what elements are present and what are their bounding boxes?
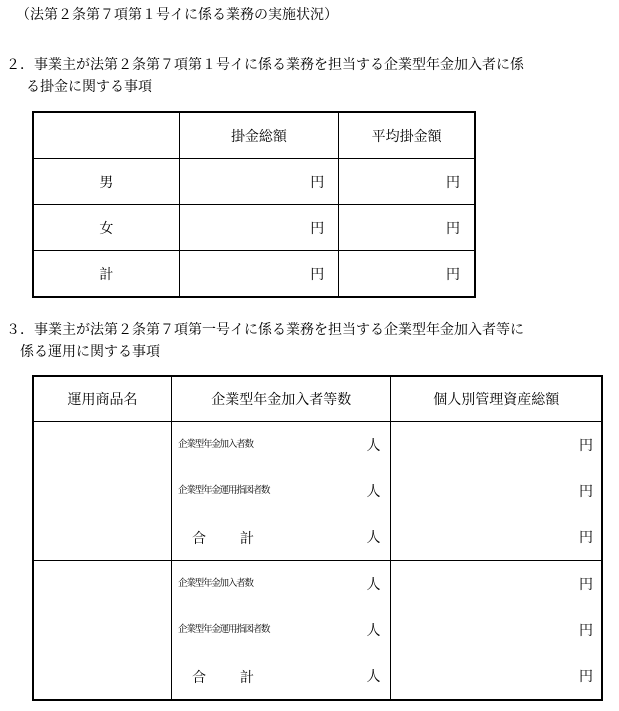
yen-unit: 円: [579, 669, 593, 685]
yen-unit: 円: [579, 484, 593, 500]
total-label-b: 計: [240, 531, 255, 547]
list-item: [172, 561, 390, 607]
header-total-contribution: 掛金総額: [179, 112, 339, 159]
contribution-table: [32, 111, 476, 298]
product-name-cell: [33, 561, 172, 701]
person-unit: 人: [366, 577, 381, 593]
contribution-header-row: [33, 112, 475, 159]
section3-title-line2: 係る運用に関する事項: [20, 344, 160, 360]
total-label-b: 計: [240, 670, 255, 686]
investment-header-row: [33, 376, 602, 422]
row-label-female: 女: [33, 205, 179, 251]
product-name-cell: [33, 422, 172, 561]
total-label-a: 合: [192, 670, 207, 686]
total-label: [192, 667, 254, 687]
participant-count-cell: [172, 422, 391, 561]
male-total-cell: 円: [179, 159, 339, 205]
table-row: [33, 251, 475, 298]
table-row: [33, 561, 602, 701]
list-item: [391, 514, 601, 560]
person-unit: 人: [366, 530, 381, 546]
person-unit: 人: [366, 438, 381, 454]
sum-average-cell: 円: [339, 251, 475, 298]
female-average-cell: 円: [339, 205, 475, 251]
header-product-name: 運用商品名: [33, 376, 172, 422]
row-label-male: 男: [33, 159, 179, 205]
total-label: [192, 528, 254, 548]
participant-count-cell: [172, 561, 391, 701]
female-total-cell: 円: [179, 205, 339, 251]
yen-unit: 円: [579, 623, 593, 639]
header-participant-count: 企業型年金加入者等数: [172, 376, 391, 422]
list-item: [172, 468, 390, 514]
male-average-cell: 円: [339, 159, 475, 205]
investor-count-label: 企業型年金運用指図者数: [178, 624, 270, 635]
subscriber-count-label: 企業型年金加入者数: [178, 439, 253, 450]
sum-total-cell: 円: [179, 251, 339, 298]
list-item: [391, 468, 601, 514]
person-unit: 人: [366, 484, 381, 500]
yen-unit: 円: [579, 530, 593, 546]
asset-total-cell: [391, 561, 602, 701]
section2-title-line1: ２．事業主が法第２条第７項第１号イに係る業務を担当する企業型年金加入者に係: [6, 57, 524, 73]
asset-total-cell: [391, 422, 602, 561]
table-row: [33, 422, 602, 561]
yen-unit: 円: [579, 438, 593, 454]
list-item: [172, 514, 390, 560]
header-average-contribution: 平均掛金額: [339, 112, 475, 159]
section2-title-line2: る掛金に関する事項: [26, 79, 152, 95]
subscriber-count-label: 企業型年金加入者数: [178, 578, 253, 589]
person-unit: 人: [366, 623, 381, 639]
investor-count-label: 企業型年金運用指図者数: [178, 485, 270, 496]
list-item: [391, 653, 601, 699]
document-heading: （法第２条第７項第１号イに係る業務の実施状況）: [16, 7, 338, 23]
list-item: [391, 422, 601, 468]
list-item: [391, 561, 601, 607]
investment-table: [32, 375, 603, 701]
list-item: [172, 422, 390, 468]
table-row: [33, 205, 475, 251]
list-item: [172, 653, 390, 699]
list-item: [172, 607, 390, 653]
person-unit: 人: [366, 669, 381, 685]
header-asset-total: 個人別管理資産総額: [391, 376, 602, 422]
section3-title-line1: ３．事業主が法第２条第７項第一号イに係る業務を担当する企業型年金加入者等に: [6, 322, 524, 338]
yen-unit: 円: [579, 577, 593, 593]
header-blank: [33, 112, 179, 159]
table-row: [33, 159, 475, 205]
list-item: [391, 607, 601, 653]
total-label-a: 合: [192, 531, 207, 547]
row-label-sum: 計: [33, 251, 179, 298]
